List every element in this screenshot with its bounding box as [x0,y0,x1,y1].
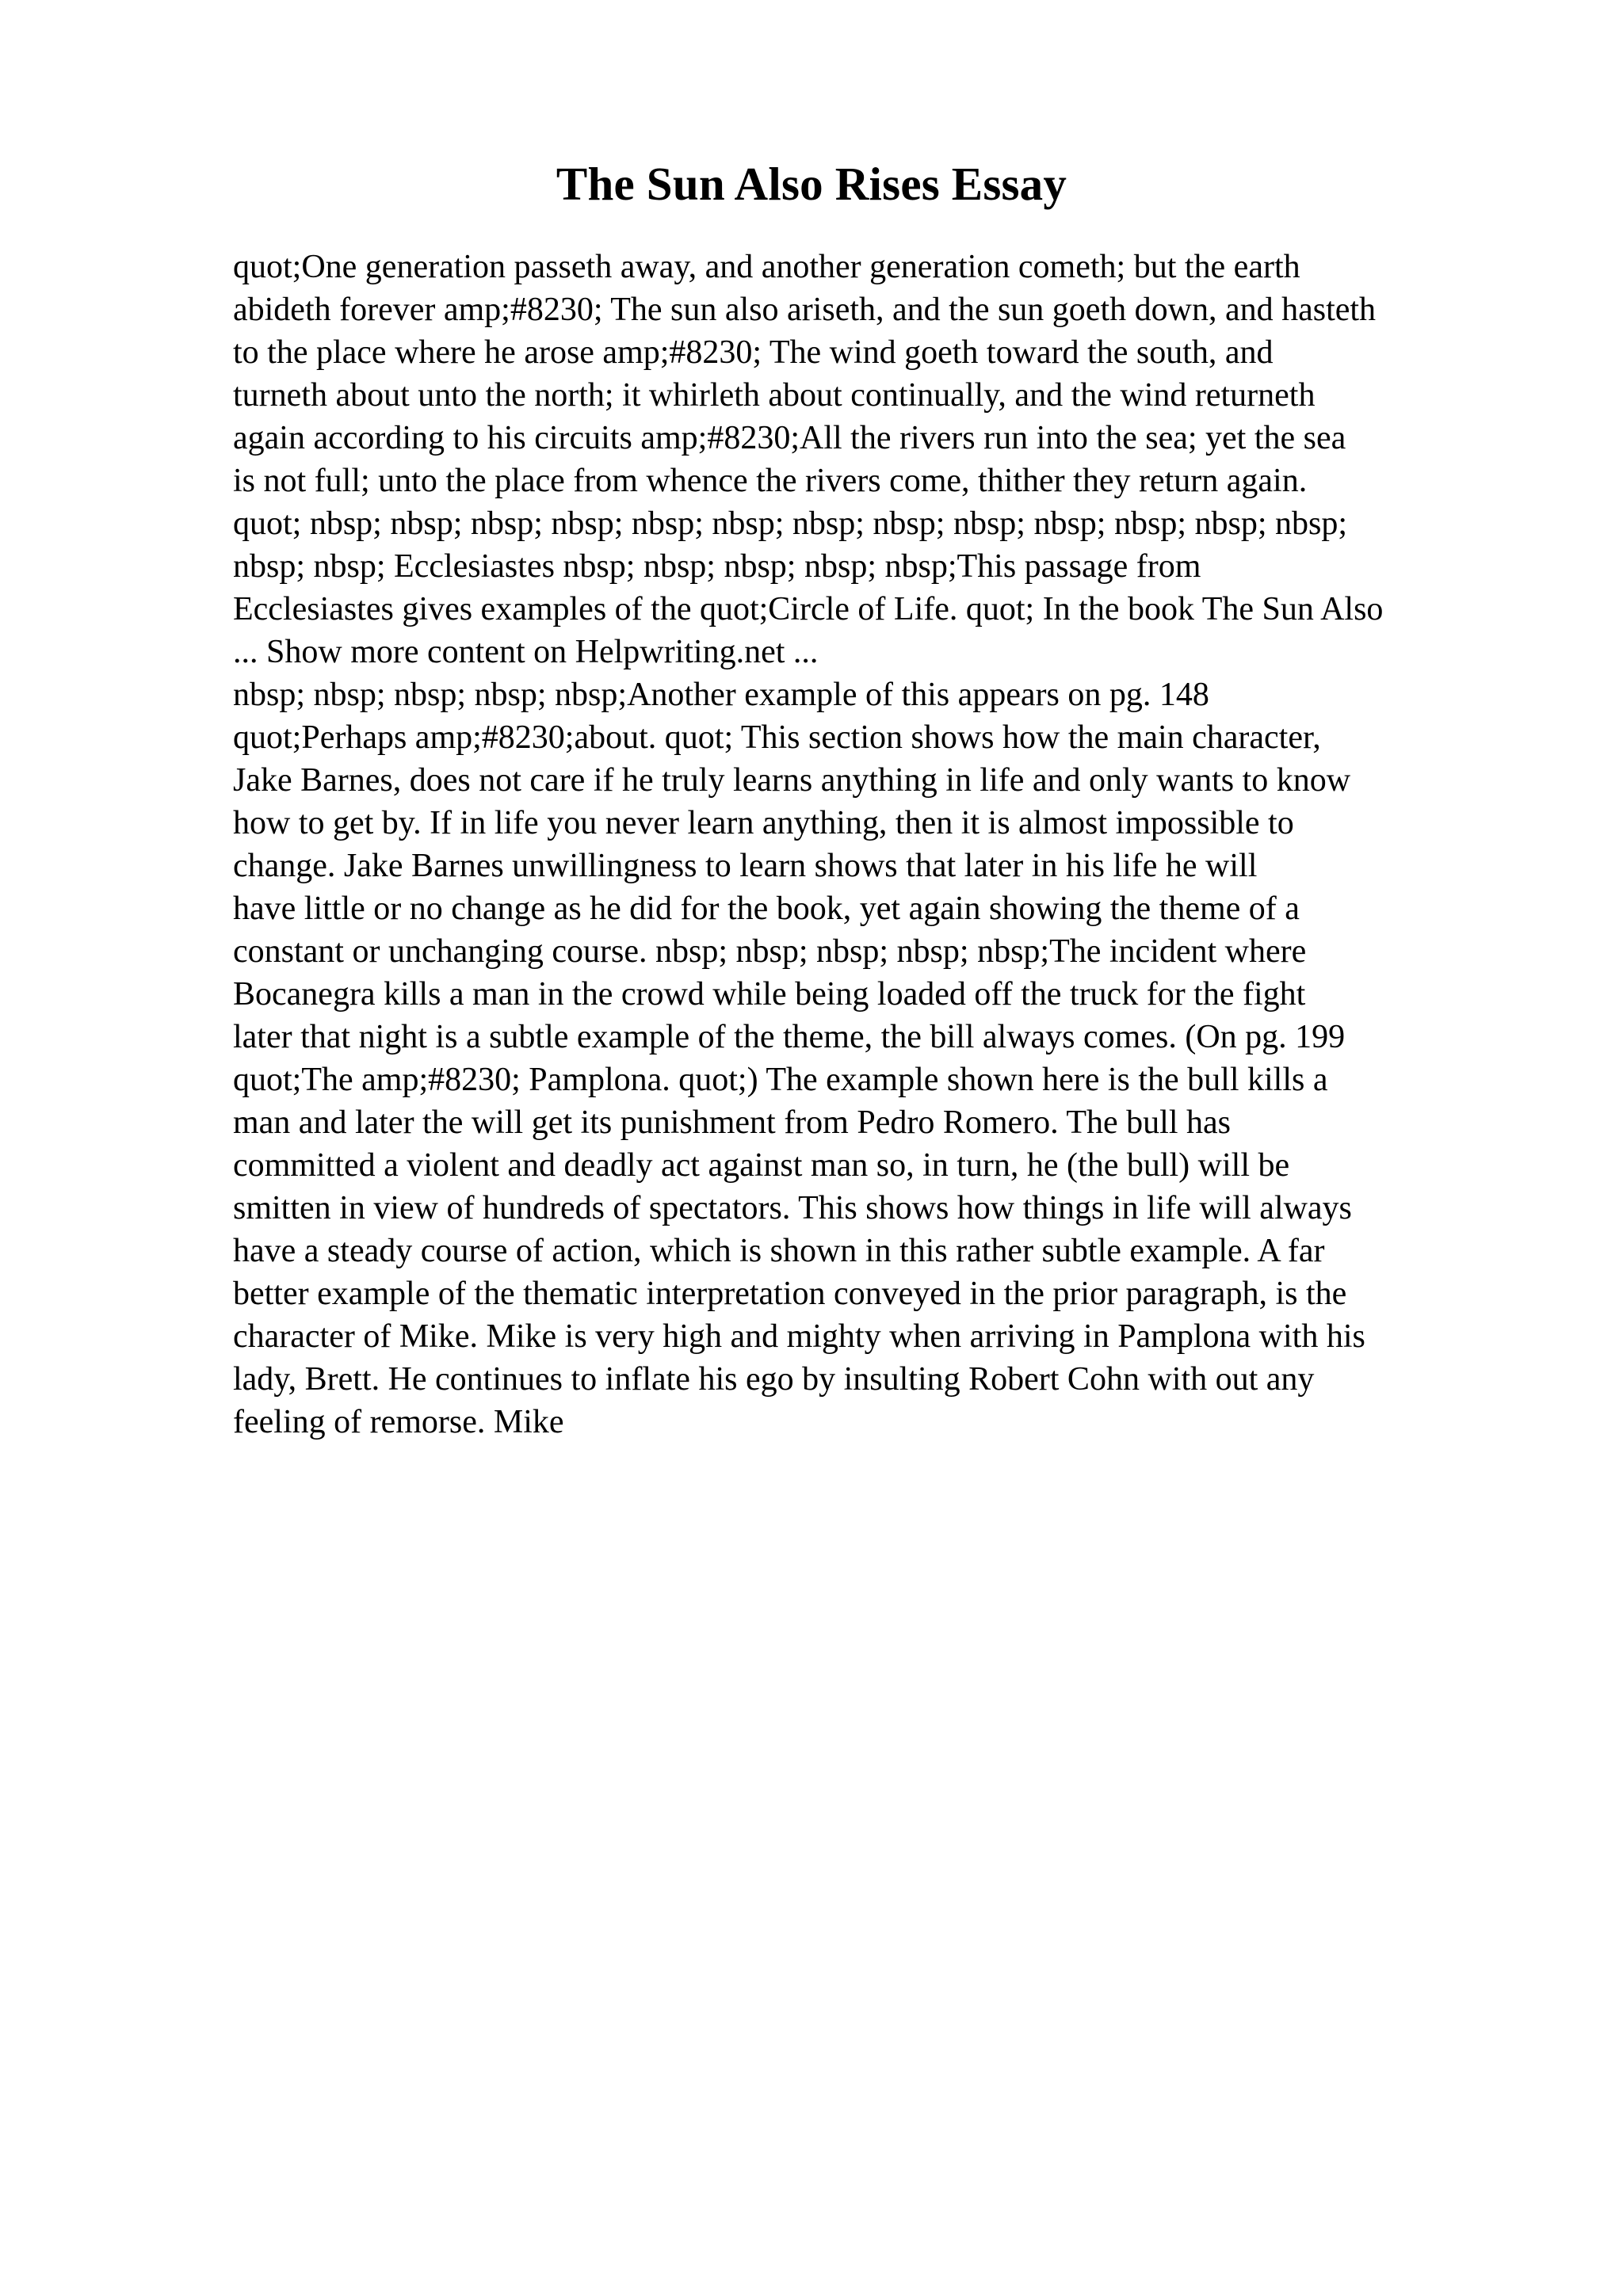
text-line: nbsp; nbsp; Ecclesiastes nbsp; nbsp; nbsp; nbsp; nbsp;This passage from [233,548,1201,585]
document-title: The Sun Also Rises Essay [556,158,1067,210]
essay-body [233,246,1596,1444]
text-line: feeling of remorse. Mike [233,1404,564,1440]
text-line: to the place where he arose amp;#8230; The wind goeth toward the south, and [233,334,1274,371]
text-line: abideth forever amp;#8230; The sun also ariseth, and the sun goeth down, and hasteth [233,292,1377,328]
text-line: quot;The amp;#8230; Pamplona. quot;) The example shown here is the bull kills a [233,1062,1328,1098]
text-line: constant or unchanging course. nbsp; nbsp; nbsp; nbsp; nbsp;The incident where [233,933,1307,970]
text-line: quot;Perhaps amp;#8230;about. quot; This section shows how the main character, [233,719,1321,756]
text-line: lady, Brett. He continues to inflate his ego by insulting Robert Cohn with out any [233,1361,1315,1398]
text-line: turneth about unto the north; it whirleth about continually, and the wind returneth [233,377,1316,414]
text-line: quot;One generation passeth away, and another generation cometh; but the earth [233,249,1300,285]
text-line: again according to his circuits amp;#8230;All the rivers run into the sea; yet the sea [233,420,1346,456]
text-line: quot; nbsp; nbsp; nbsp; nbsp; nbsp; nbsp; nbsp; nbsp; nbsp; nbsp; nbsp; nbsp; nbsp; [233,505,1348,542]
text-line: have little or no change as he did for the book, yet again showing the theme of a [233,891,1300,927]
text-line: later that night is a subtle example of the theme, the bill always comes. (On pg. 199 [233,1019,1346,1055]
text-line: Jake Barnes, does not care if he truly learns anything in life and only wants to know [233,762,1351,799]
text-line: Bocanegra kills a man in the crowd while being loaded off the truck for the fight [233,976,1306,1013]
text-line: character of Mike. Mike is very high and mighty when arriving in Pamplona with his [233,1318,1365,1355]
text-line: is not full; unto the place from whence the rivers come, thither they return again. [233,463,1308,499]
text-line: how to get by. If in life you never learn anything, then it is almost impossible to [233,805,1294,841]
text-line: better example of the thematic interpretation conveyed in the prior paragraph, is the [233,1276,1347,1312]
text-line: smitten in view of hundreds of spectators. This shows how things in life will always [233,1190,1352,1226]
more-content-line: ... Show more content on Helpwriting.net ... [233,634,819,670]
text-line: nbsp; nbsp; nbsp; nbsp; nbsp;Another example of this appears on pg. 148 [233,677,1209,713]
text-line: Ecclesiastes gives examples of the quot;Circle of Life. quot; In the book The Sun Also [233,591,1384,627]
text-line: have a steady course of action, which is shown in this rather subtle example. A far [233,1233,1325,1269]
text-line: committed a violent and deadly act against man so, in turn, he (the bull) will be [233,1147,1290,1184]
text-line: change. Jake Barnes unwillingness to learn shows that later in his life he will [233,848,1258,884]
text-line: man and later the will get its punishment from Pedro Romero. The bull has [233,1104,1231,1141]
